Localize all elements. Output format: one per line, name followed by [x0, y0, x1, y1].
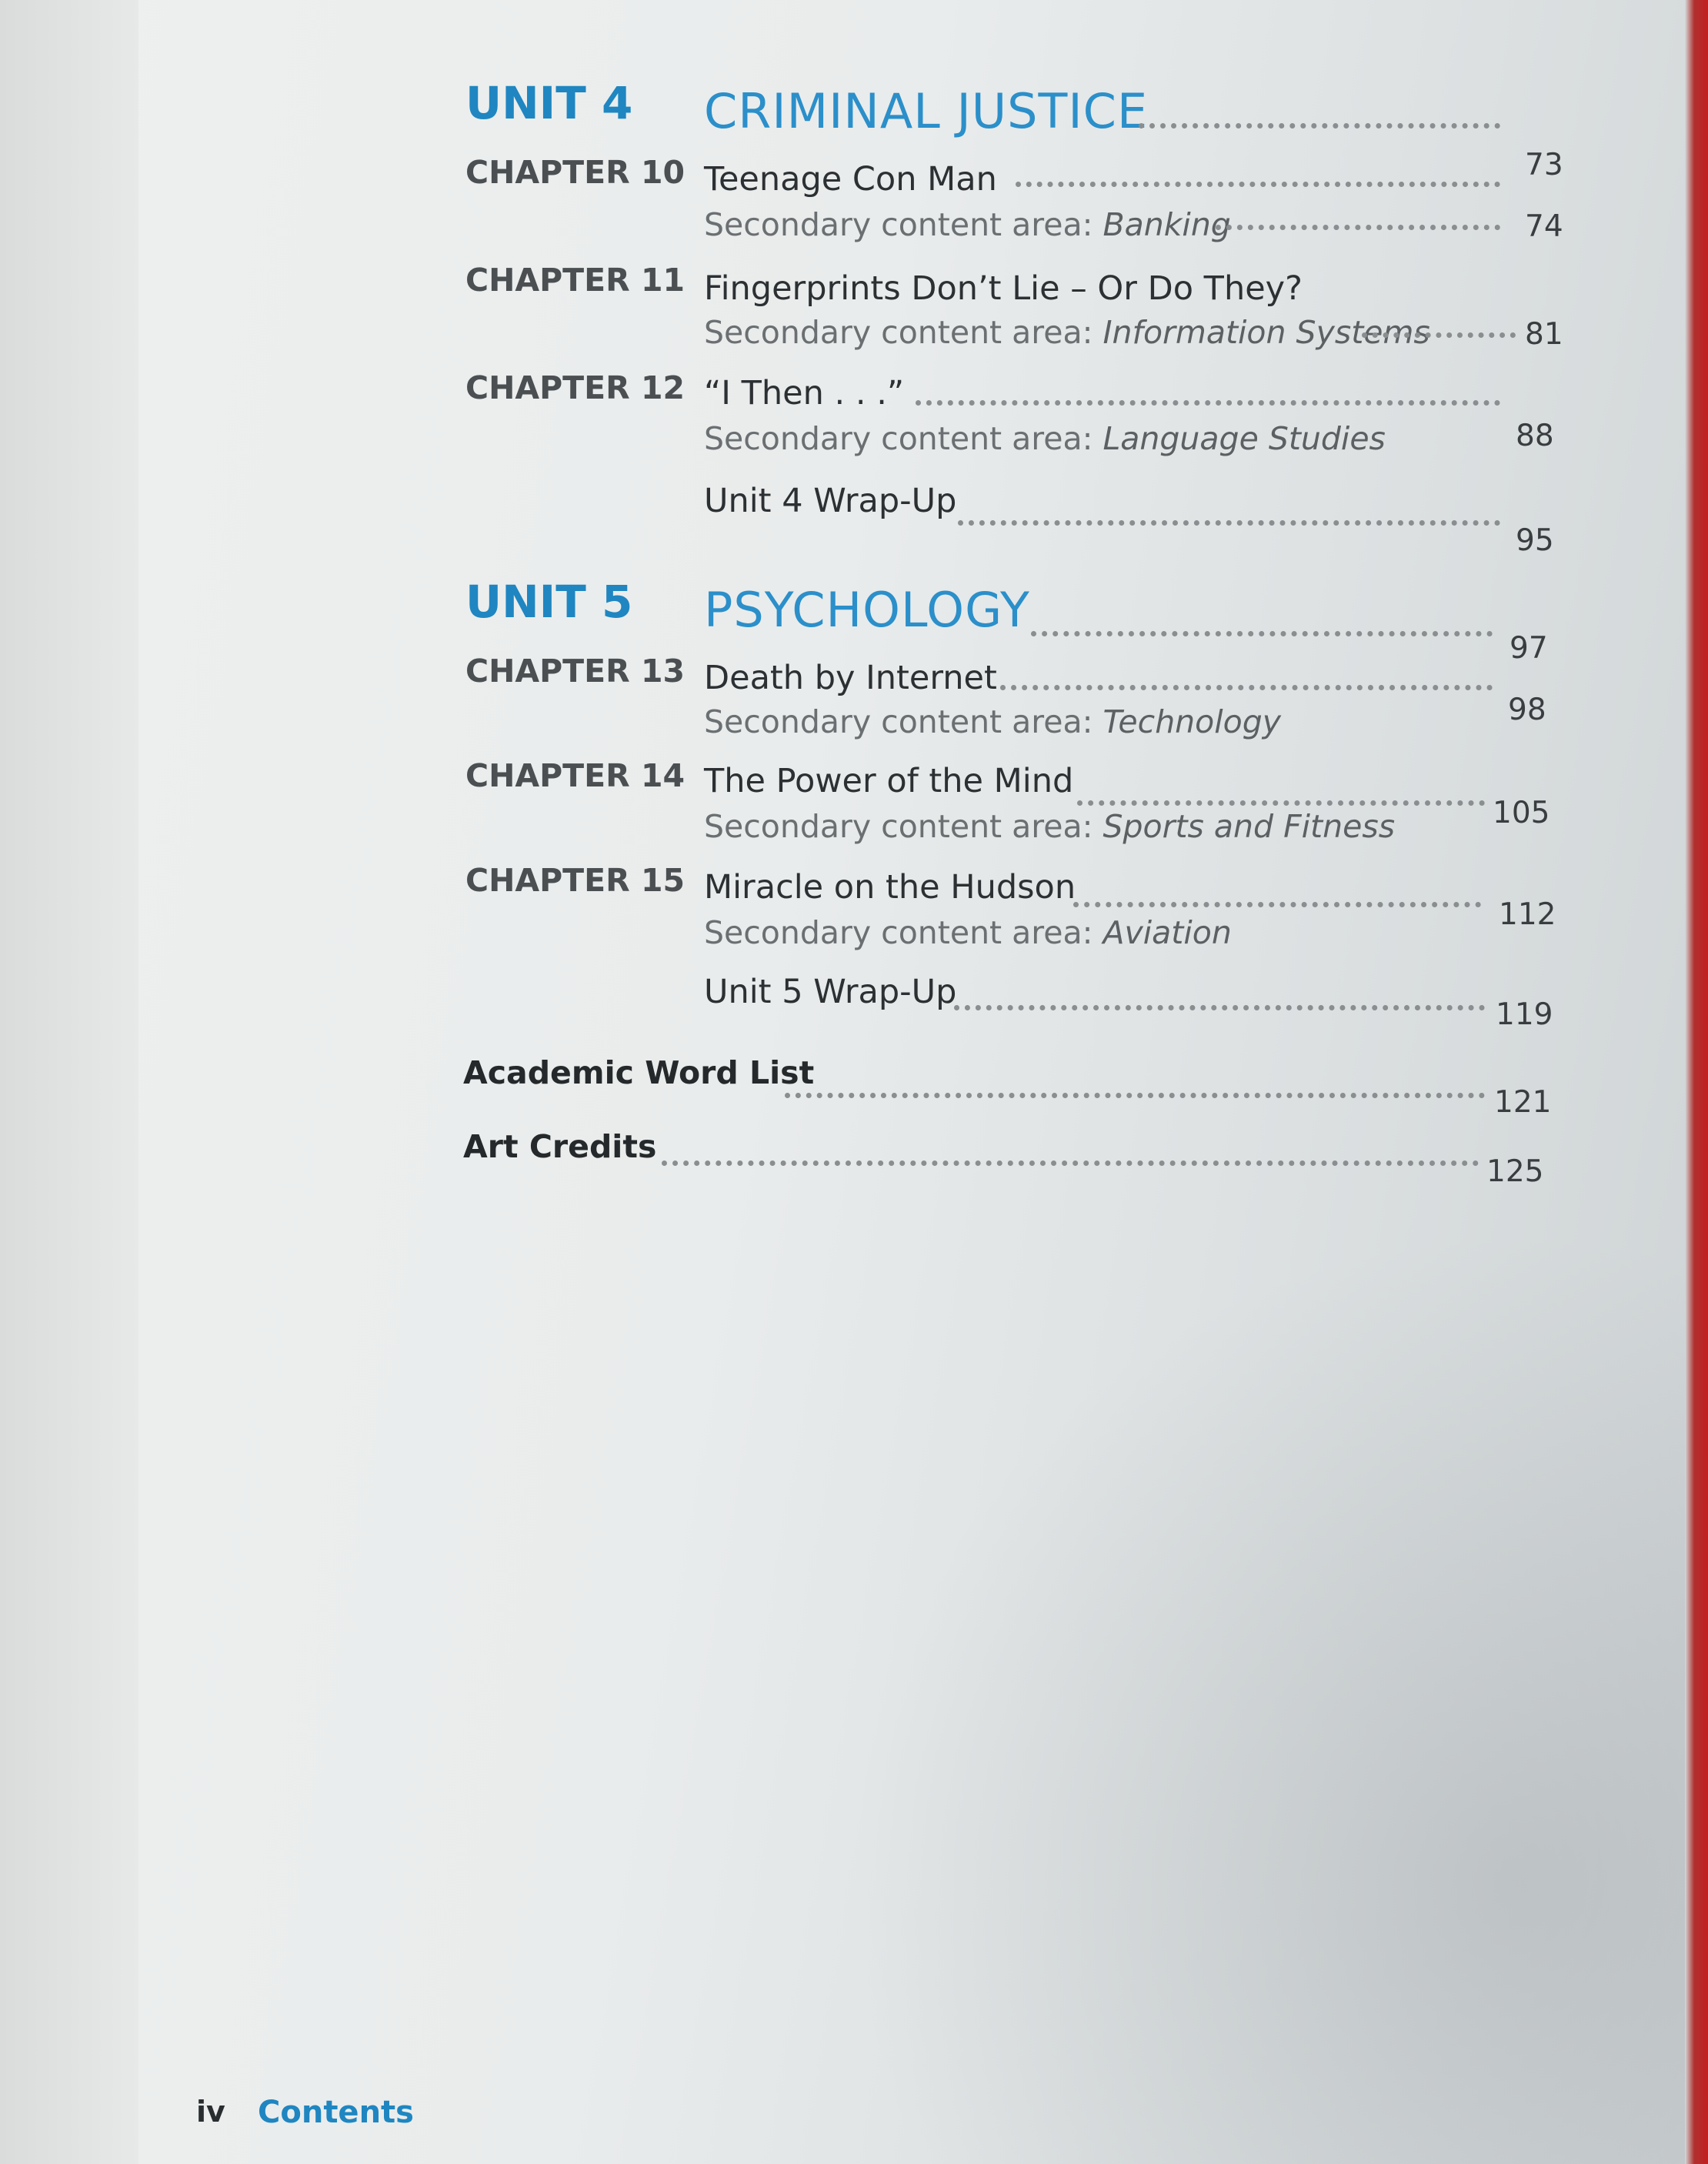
- leader-dots: [662, 1160, 1479, 1166]
- sub-prefix: Secondary content area:: [704, 420, 1103, 457]
- page-number: 73: [1525, 148, 1563, 182]
- page-number: 88: [1516, 419, 1554, 453]
- leader-dots: [1139, 123, 1500, 129]
- chapter-label: CHAPTER 10: [465, 154, 686, 191]
- leader-dots: [1362, 332, 1516, 338]
- unit-title: PSYCHOLOGY: [704, 582, 1030, 638]
- page-number: 121: [1494, 1085, 1552, 1120]
- chapter-title: Death by Internet: [704, 659, 997, 697]
- leader-dots: [916, 400, 1500, 406]
- leader-dots: [954, 1005, 1485, 1010]
- sub-area: Banking: [1103, 206, 1231, 243]
- secondary-content-area: [704, 808, 1395, 845]
- page-number: 112: [1499, 897, 1556, 932]
- sub-area: Sports and Fitness: [1103, 808, 1396, 845]
- secondary-content-area: [704, 206, 1231, 243]
- page-number: 125: [1486, 1154, 1544, 1189]
- page-number: 95: [1516, 523, 1554, 558]
- sub-prefix: Secondary content area:: [704, 703, 1103, 740]
- chapter-title: Miracle on the Hudson: [704, 868, 1076, 907]
- chapter-label: CHAPTER 11: [465, 262, 686, 299]
- secondary-content-area: [704, 420, 1386, 457]
- chapter-label: CHAPTER 15: [465, 862, 686, 899]
- secondary-content-area: [704, 914, 1232, 951]
- page-edge: [1685, 0, 1708, 2164]
- unit-label: UNIT 5: [465, 576, 633, 628]
- leader-dots: [1077, 800, 1485, 806]
- back-matter-title: Art Credits: [463, 1128, 657, 1165]
- sub-prefix: Secondary content area:: [704, 206, 1103, 243]
- sub-area: Language Studies: [1103, 420, 1386, 457]
- chapter-title: Fingerprints Don’t Lie – Or Do They?: [704, 269, 1303, 308]
- leader-dots: [1031, 631, 1493, 636]
- leader-dots: [785, 1093, 1485, 1098]
- footer-page-number: iv: [196, 2095, 225, 2129]
- wrap-up-title: Unit 5 Wrap-Up: [704, 973, 957, 1011]
- page-number: 105: [1493, 796, 1550, 830]
- sub-prefix: Secondary content area:: [704, 914, 1103, 951]
- page-number: 81: [1525, 317, 1563, 352]
- page-number: 119: [1496, 997, 1553, 1032]
- page-number: 74: [1525, 209, 1563, 244]
- leader-dots: [1216, 225, 1500, 230]
- chapter-title: The Power of the Mind: [704, 762, 1074, 800]
- sub-prefix: Secondary content area:: [704, 314, 1103, 351]
- chapter-title: “I Then . . .”: [704, 374, 905, 412]
- back-matter-title: Academic Word List: [463, 1054, 815, 1091]
- chapter-label: CHAPTER 14: [465, 757, 686, 794]
- unit-title: CRIMINAL JUSTICE: [704, 83, 1149, 139]
- wrap-up-title: Unit 4 Wrap-Up: [704, 482, 957, 520]
- secondary-content-area: [704, 314, 1430, 351]
- leader-dots: [1000, 685, 1493, 690]
- leader-dots: [1016, 182, 1500, 187]
- footer-label: Contents: [258, 2095, 414, 2130]
- secondary-content-area: [704, 703, 1281, 740]
- leader-dots: [1073, 902, 1481, 907]
- leader-dots: [958, 520, 1500, 526]
- chapter-label: CHAPTER 12: [465, 369, 686, 406]
- page-number: 98: [1508, 693, 1546, 727]
- sub-area: Information Systems: [1103, 314, 1430, 351]
- chapter-label: CHAPTER 13: [465, 653, 686, 690]
- unit-label: UNIT 4: [465, 77, 633, 129]
- page-number: 97: [1510, 631, 1548, 666]
- chapter-title: Teenage Con Man: [704, 160, 997, 199]
- sub-area: Aviation: [1103, 914, 1232, 951]
- sub-area: Technology: [1103, 703, 1282, 740]
- sub-prefix: Secondary content area:: [704, 808, 1103, 845]
